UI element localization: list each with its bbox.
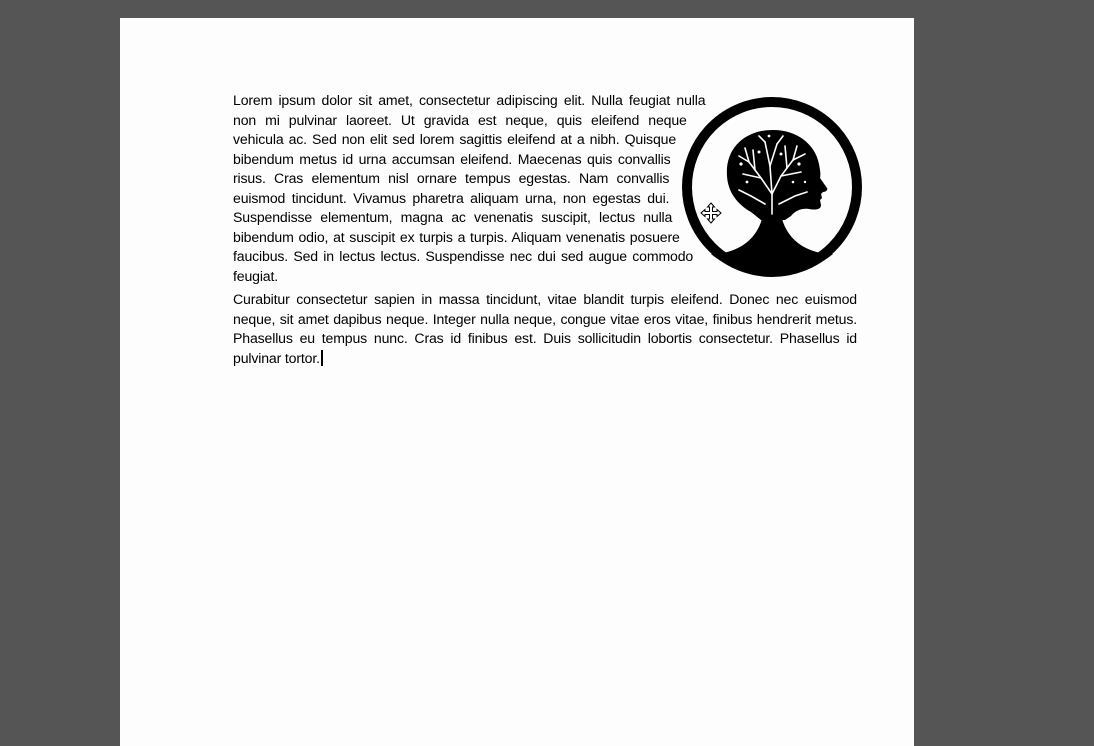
text-caret (321, 350, 323, 366)
paragraph-1[interactable]: Lorem ipsum dolor sit amet, consectetur adipiscing elit. Nulla feugiat nulla non mi pulvinar laoreet. Ut gravida est neque, quis eleifend neque vehicula ac. Sed non elit sed lorem sagittis eleifend at a nibh. Quisque bibendum metus id urna accumsan eleifend. Maecenas quis convallis risus. Cras elementum nisl ornare tempus egestas. Nam convallis euismod tincidunt. Vivamus pharetra aliquam urna, non egestas dui. Suspendisse elementum, magna ac venenatis suscipit, lectus nulla bibendum odio, at suscipit ex turpis a turpis. Aliquam venenatis posuere faucibus. Sed in lectus lectus. Suspendisse nec dui sed augue commodo feugiat. (233, 92, 706, 284)
document-body[interactable] (233, 91, 857, 368)
floating-image[interactable] (681, 96, 863, 278)
tree-head-icon (681, 96, 863, 278)
paragraph-2-text[interactable]: Curabitur consectetur sapien in massa tincidunt, vitae blandit turpis eleifend. Donec nec euismod neque, sit amet dapibus neque. Integer nulla neque, congue vitae eros vitae, finibus hendrerit metus. Phasellus eu tempus nunc. Cras id finibus est. Duis sollicitudin lobortis consectetur. Phasellus id pulvinar tortor. (233, 291, 857, 366)
document-page[interactable] (120, 18, 914, 746)
paragraph-2[interactable] (233, 290, 857, 368)
move-cursor-icon (700, 202, 722, 224)
